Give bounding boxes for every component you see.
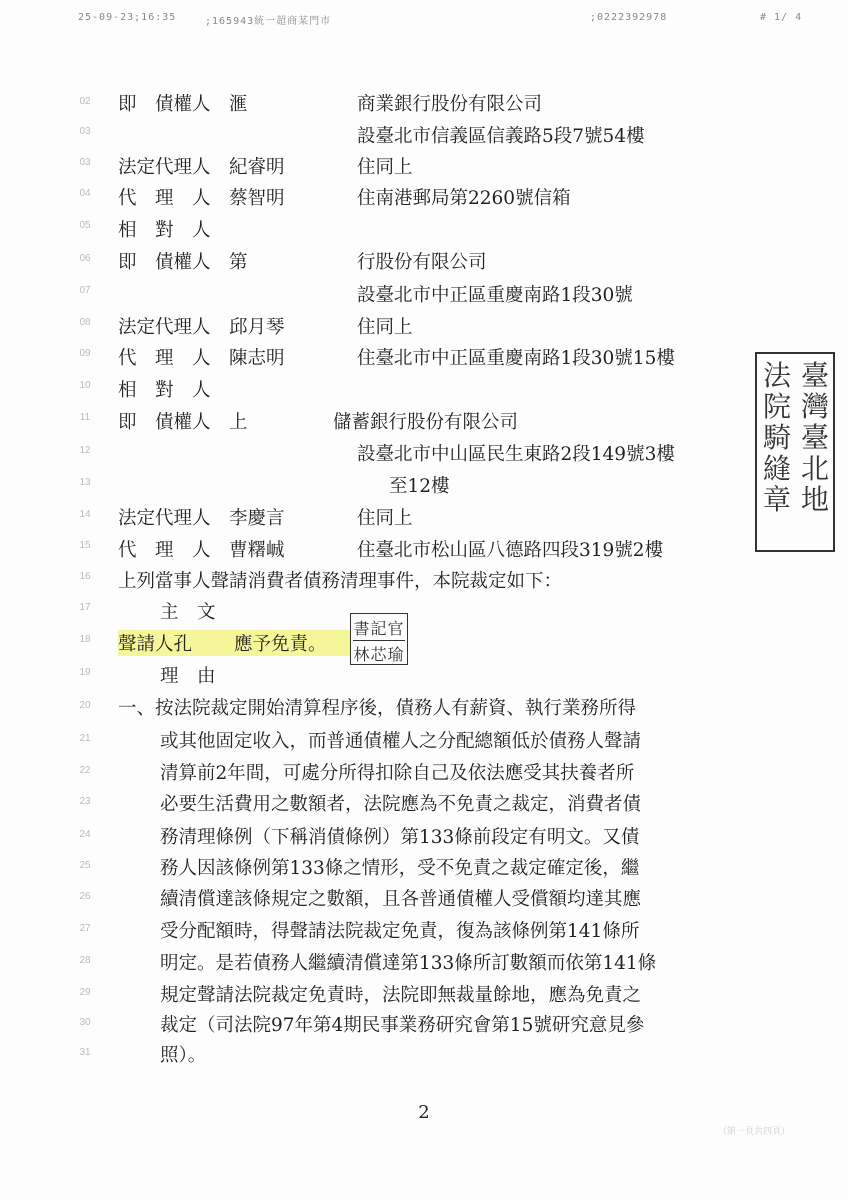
respondent-label: 相 對 人 (118, 380, 211, 401)
main-text-heading: 主 文 (160, 602, 216, 623)
line-number: 29 (79, 987, 91, 998)
line-number: 06 (79, 253, 91, 264)
agent-label: 代 理 人 曹糬峸 (118, 540, 285, 561)
creditor-label: 即 債權人 上 (118, 412, 248, 433)
fax-page: # 1/ 4 (760, 12, 803, 23)
line-number: 24 (79, 829, 91, 840)
line-number: 05 (79, 220, 91, 231)
seam-stamp-col-left: 法院騎縫章 (762, 359, 791, 516)
line-number: 08 (79, 317, 91, 328)
line-number: 18 (79, 634, 91, 645)
legal-rep-label: 法定代理人 李慶言 (118, 508, 285, 529)
fax-number: ;0222392978 (590, 12, 668, 23)
agent-address: 住臺北市中正區重慶南路1段30號15樓 (357, 348, 675, 369)
line-number: 14 (79, 509, 91, 520)
agent-address: 住南港郵局第2260號信箱 (357, 188, 571, 209)
applicant-name: 聲請人孔 (118, 634, 193, 655)
reason-paragraph-line: 務人因該條例第133條之情形，受不免責之裁定確定後，繼 (160, 858, 640, 879)
page-number: 2 (418, 1102, 430, 1123)
creditor-label: 即 債權人 第 (118, 252, 248, 273)
creditor-address: 設臺北市中正區重慶南路1段30號 (357, 285, 633, 306)
line-number: 26 (79, 891, 91, 902)
creditor-address: 設臺北市信義區信義路5段7號54樓 (357, 126, 645, 147)
fax-sender: ;165943統一超商某門市 (205, 16, 332, 27)
line-number: 25 (79, 860, 91, 871)
legal-rep-address: 住同上 (357, 508, 413, 529)
court-seam-stamp (755, 352, 835, 552)
line-number: 23 (79, 796, 91, 807)
ruling-intro: 上列當事人聲請消費者債務清理事件，本院裁定如下： (118, 571, 563, 592)
line-number: 17 (79, 602, 91, 613)
line-number: 31 (79, 1047, 91, 1058)
line-number: 27 (79, 923, 91, 934)
reason-paragraph-line: 明定。是若債務人繼續清償達第133條所訂數額而依第141條 (160, 953, 657, 974)
line-number: 13 (79, 477, 91, 488)
seam-stamp-col-right: 臺灣臺北地 (800, 359, 829, 516)
legal-rep-address: 住同上 (357, 157, 413, 178)
line-number: 15 (79, 540, 91, 551)
line-number: 03 (79, 157, 91, 168)
line-number: 04 (79, 188, 91, 199)
line-number: 09 (79, 348, 91, 359)
line-number: 19 (79, 667, 91, 678)
agent-address: 住臺北市松山區八德路四段319號2樓 (357, 540, 664, 561)
creditor-address-cont: 至12樓 (389, 476, 450, 497)
reason-paragraph-line: 裁定（司法院97年第4期民事業務研究會第15號研究意見參 (160, 1015, 645, 1036)
reason-paragraph-line: 清算前2年間，可處分所得扣除自己及依法應受其扶養者所 (160, 763, 635, 784)
reasons-heading: 理 由 (160, 666, 216, 687)
line-number: 02 (79, 96, 91, 107)
clerk-seal (350, 613, 408, 665)
main-text-ruling (118, 630, 350, 656)
reason-paragraph-line: 續清償達該條規定之數額，且各普通債權人受償額均達其應 (160, 889, 642, 910)
creditor-name: 儲蓄銀行股份有限公司 (333, 412, 519, 433)
clerk-seal-title: 書記官 (353, 619, 405, 638)
line-number: 21 (79, 733, 91, 744)
reason-paragraph-line: 一、按法院裁定開始清算程序後，債務人有薪資、執行業務所得 (118, 698, 637, 719)
line-number: 28 (79, 955, 91, 966)
ruling-decision: 應予免責。 (234, 634, 327, 655)
line-number: 30 (79, 1017, 91, 1028)
line-number: 10 (79, 380, 91, 391)
line-number: 03 (79, 126, 91, 137)
line-number: 11 (79, 412, 91, 423)
reason-paragraph-line: 必要生活費用之數額者，法院應為不免責之裁定，消費者債 (160, 794, 642, 815)
fax-datetime: 25-09-23;16:35 (78, 12, 177, 23)
respondent-label: 相 對 人 (118, 220, 211, 241)
line-number: 12 (79, 445, 91, 456)
reason-paragraph-line: 或其他固定收入，而普通債權人之分配總額低於債務人聲請 (160, 731, 642, 752)
legal-rep-address: 住同上 (357, 317, 413, 338)
line-number: 16 (79, 571, 91, 582)
page-footer: （第一頁共四頁） (717, 1126, 790, 1136)
legal-rep-label: 法定代理人 紀睿明 (118, 157, 285, 178)
reason-paragraph-line: 規定聲請法院裁定免責時，法院即無裁量餘地，應為免責之 (160, 985, 642, 1006)
creditor-address: 設臺北市中山區民生東路2段149號3樓 (357, 444, 675, 465)
creditor-name: 行股份有限公司 (357, 252, 487, 273)
legal-rep-label: 法定代理人 邱月琴 (118, 317, 285, 338)
clerk-seal-name: 林芯瑜 (353, 640, 405, 665)
reason-paragraph-line: 照）。 (160, 1045, 207, 1066)
line-number: 22 (79, 765, 91, 776)
agent-label: 代 理 人 蔡智明 (118, 188, 285, 209)
reason-paragraph-line: 受分配額時，得聲請法院裁定免責，復為該條例第141條所 (160, 921, 640, 942)
agent-label: 代 理 人 陳志明 (118, 348, 285, 369)
creditor-name: 商業銀行股份有限公司 (357, 94, 543, 115)
creditor-label: 即 債權人 滙 (118, 94, 248, 115)
line-number: 20 (79, 700, 91, 711)
reason-paragraph-line: 務清理條例（下稱消債條例）第133條前段定有明文。又債 (160, 827, 640, 848)
line-number: 07 (79, 285, 91, 296)
